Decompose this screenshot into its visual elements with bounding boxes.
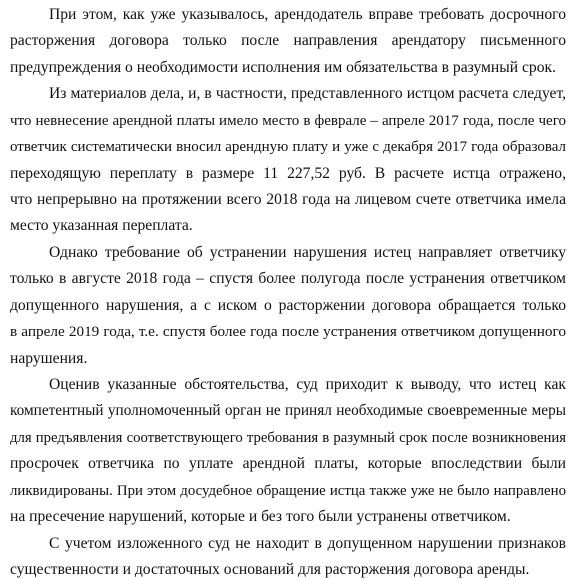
paragraph-4-line-5: ликвидированы. При этом досудебное обращение истца также уже не было направлено: [10, 482, 566, 499]
paragraph-1-line-2: расторжения договора только после направления арендатору письменного: [10, 32, 566, 50]
paragraph-3-line-5: нарушения.: [10, 349, 88, 367]
paragraph-2-line-2: что невнесение арендной платы имело место в феврале – апреле 2017 года, после чего: [10, 112, 566, 129]
paragraph-1-line-3: предупреждения о необходимости исполнения им обязательства в разумный срок.: [10, 58, 556, 76]
paragraph-4-line-1: Оценив указанные обстоятельства, суд приходит к выводу, что истец как: [49, 376, 566, 393]
cut-off-previous-line: [10, 0, 566, 1]
paragraph-4-line-6: на пресечение нарушений, которые и без того были устранены ответчиком.: [10, 508, 511, 526]
paragraph-5-line-1: С учетом изложенного суд не находит в допущенном нарушении признаков: [49, 534, 566, 552]
paragraph-2-line-3: ответчик систематически вносил арендную плату и уже с декабря 2017 года образовал: [10, 139, 566, 156]
paragraph-3-line-4: в апреле 2019 года, т.е. спустя более года после устранения ответчиком допущенного: [10, 323, 566, 341]
paragraph-2-line-6: место указанная переплата.: [10, 217, 193, 235]
paragraph-2-line-1: Из материалов дела, и, в частности, представленного истцом расчета следует,: [49, 85, 566, 103]
paragraph-4-line-4: просрочек ответчика по уплате арендной платы, которые впоследствии были: [10, 455, 566, 473]
paragraph-3-line-1: Однако требование об устранении нарушения истец направляет ответчику: [49, 243, 566, 261]
paragraph-1-line-1: При этом, как уже указывалось, арендодатель вправе требовать досрочного: [49, 6, 566, 23]
paragraph-2-line-4: переходящую переплату в размере 11 227,52 руб. В расчете истца отражено,: [10, 164, 566, 182]
paragraph-3-line-3: допущенного нарушения, а с иском о расторжении договора обращается только: [10, 296, 566, 314]
paragraph-2-line-5: что непрерывно на протяжении всего 2018 года на лицевом счете ответчика имела: [10, 191, 566, 208]
paragraph-4-line-2: компетентный уполномоченный орган не принял необходимые своевременные меры: [10, 402, 566, 420]
paragraph-4-line-3: для предъявления соответствующего требования в разумный срок после возникновения: [10, 429, 566, 446]
paragraph-3-line-2: только в августе 2018 года – спустя более полугода после устранения ответчиком: [10, 270, 566, 288]
paragraph-5-line-2: существенности и достаточных оснований для расторжения договора аренды.: [10, 561, 530, 578]
